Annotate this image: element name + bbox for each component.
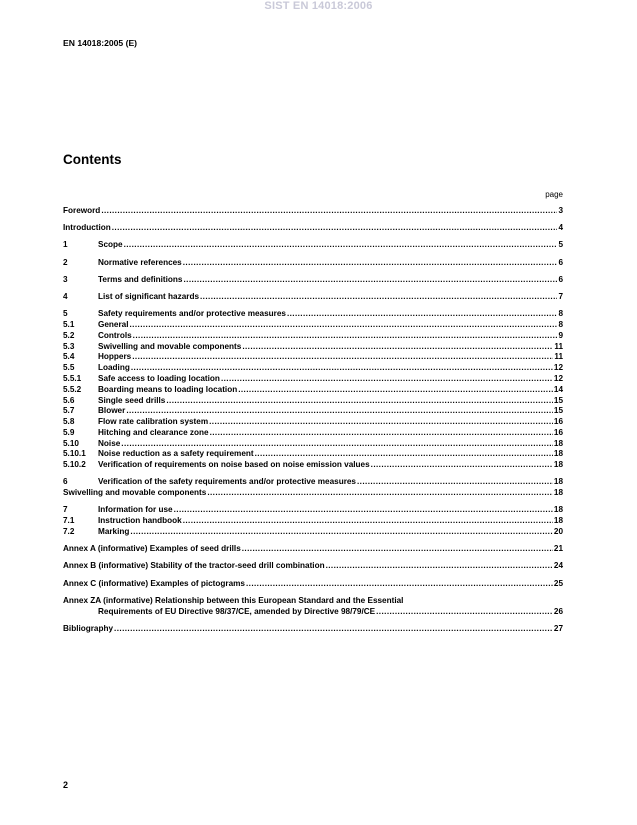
toc-entry-page: 18 [553, 488, 563, 498]
dot-leader [238, 385, 553, 396]
toc-entry-title: Bibliography [63, 623, 114, 633]
dot-leader [207, 488, 553, 499]
toc-entry-page: 20 [553, 527, 563, 537]
toc-entry-title: Blower [98, 406, 126, 416]
toc-entry-page: 18 [553, 505, 563, 515]
toc-entry-page: 18 [553, 438, 563, 448]
toc-entry-number: 5.9 [63, 427, 75, 437]
toc-entry-page: 12 [553, 363, 563, 373]
toc-entry-page: 8 [558, 309, 563, 319]
toc-entry-number: 2 [63, 257, 68, 267]
page-column-label: page [545, 190, 563, 199]
toc-entry-title: Normative references [98, 257, 182, 267]
dot-leader [376, 607, 553, 618]
toc-entry[interactable] [63, 505, 563, 516]
toc-entry-title: Verification of requirements on noise based on noise emission values [98, 460, 370, 470]
toc-entry-page: 18 [553, 460, 563, 470]
toc-entry-title: Safe access to loading location [98, 373, 220, 383]
toc-entry-title: Noise reduction as a safety requirement [98, 449, 254, 459]
toc-entry-page: 16 [553, 417, 563, 427]
toc-entry-title: General [98, 319, 129, 329]
toc-entry-page: 16 [553, 427, 563, 437]
toc-entry-number: 5 [63, 309, 68, 319]
dot-leader [357, 477, 553, 488]
dot-leader [210, 428, 553, 439]
toc-entry-title: Foreword [63, 206, 101, 215]
dot-leader [246, 579, 553, 590]
toc-entry-page: 6 [558, 257, 563, 267]
dot-leader [183, 516, 553, 527]
toc-entry-page: 15 [553, 406, 563, 416]
toc-entry-page: 9 [558, 330, 563, 340]
toc-entry[interactable] [63, 223, 563, 234]
toc-entry-number: 5.10 [63, 438, 79, 448]
toc-entry[interactable] [63, 449, 563, 460]
toc-entry-annex-za[interactable] [63, 596, 563, 618]
toc-entry[interactable] [63, 275, 563, 286]
toc-entry-bibliography[interactable] [63, 624, 563, 635]
dot-leader [166, 396, 553, 407]
dot-leader [242, 544, 553, 555]
dot-leader [326, 561, 553, 572]
dot-leader [114, 624, 553, 635]
toc-entry-number: 7.2 [63, 527, 75, 537]
dot-leader [200, 292, 557, 303]
toc-entry[interactable] [63, 579, 563, 590]
toc-entry[interactable] [63, 292, 563, 303]
toc-entry-number: 5.10.2 [63, 460, 86, 470]
toc-entry-number: 1 [63, 240, 68, 250]
toc-entry[interactable] [63, 428, 563, 439]
toc-entry-title: Safety requirements and/or protective measures [98, 309, 286, 319]
toc-entry-number: 5.5 [63, 363, 75, 373]
watermark: SIST EN 14018:2006 [264, 0, 373, 12]
toc-entry[interactable] [63, 331, 563, 342]
toc-entry[interactable] [63, 561, 563, 572]
dot-leader [130, 320, 558, 331]
toc-entry-page: 12 [553, 373, 563, 383]
toc-entry-title: Annex ZA (informative) Relationship between this European Standard and the Essential [63, 595, 404, 605]
toc-entry[interactable] [63, 396, 563, 407]
toc-entry-number: 5.10.1 [63, 449, 86, 459]
toc-entry[interactable] [63, 516, 563, 527]
dot-leader [183, 275, 557, 286]
toc-entry-number: 5.4 [63, 352, 75, 362]
document-id: EN 14018:2005 (E) [63, 38, 138, 48]
toc-entry-page: 25 [553, 578, 563, 588]
toc-entry-page: 24 [553, 561, 563, 571]
toc-entry-page: 6 [558, 274, 563, 284]
toc-entry-number: 5.1 [63, 319, 75, 329]
toc-entry-title: Swivelling and movable components [98, 341, 242, 351]
toc-entry-title: Instruction handbook [98, 516, 182, 526]
toc-entry-line2 [63, 607, 563, 618]
toc-entry-title: Information for use [98, 505, 173, 515]
toc-entry-page: 4 [558, 223, 563, 233]
dot-leader [287, 309, 558, 320]
toc-entry-number: 7 [63, 505, 68, 515]
toc-entry-page: 18 [553, 449, 563, 459]
toc-entry[interactable] [63, 488, 563, 499]
toc-entry[interactable] [63, 527, 563, 538]
dot-leader [101, 206, 557, 217]
toc-entry-number: 4 [63, 291, 68, 301]
toc-entry-title: Boarding means to loading location [98, 384, 238, 394]
toc-entry-title: Terms and definitions [98, 274, 183, 284]
toc-entry[interactable] [63, 240, 563, 251]
contents-title: Contents [63, 152, 122, 167]
dot-leader [371, 460, 553, 471]
toc-entry-number: 5.2 [63, 330, 75, 340]
toc-entry-page: 11 [554, 341, 563, 351]
toc-entry[interactable] [63, 374, 563, 385]
toc-entry-page: 27 [553, 623, 563, 633]
toc-entry-page: 3 [558, 206, 563, 215]
toc-entry[interactable] [63, 439, 563, 450]
toc-entry-title: Hitching and clearance zone [98, 427, 209, 437]
dot-leader [130, 527, 552, 538]
dot-leader [112, 223, 558, 234]
toc-entry-title: Scope [98, 240, 123, 250]
table-of-contents [63, 206, 563, 635]
toc-entry[interactable] [63, 544, 563, 555]
toc-entry-title: Annex B (informative) Stability of the tractor-seed drill combination [63, 561, 325, 571]
toc-entry-number: 3 [63, 274, 68, 284]
toc-entry-number: 5.7 [63, 406, 75, 416]
toc-entry-title: Hoppers [98, 352, 132, 362]
toc-entry-title: Flow rate calibration system [98, 417, 209, 427]
toc-entry-title: Annex C (informative) Examples of pictograms [63, 578, 245, 588]
toc-entry-page: 21 [553, 544, 563, 554]
toc-entry-page: 18 [553, 477, 563, 487]
toc-entry-title: Annex A (informative) Examples of seed drills [63, 544, 241, 554]
toc-entry[interactable] [63, 258, 563, 269]
toc-entry-title: Single seed drills [98, 395, 166, 405]
dot-leader [126, 406, 553, 417]
toc-entry-page: 11 [554, 352, 563, 362]
toc-entry-number: 6 [63, 477, 68, 487]
toc-entry-title: Loading [98, 363, 130, 373]
dot-leader [121, 439, 553, 450]
dot-leader [124, 240, 558, 251]
dot-leader [174, 505, 553, 516]
toc-entry-number: 7.1 [63, 516, 75, 526]
page-number: 2 [63, 780, 69, 790]
dot-leader [131, 363, 553, 374]
toc-entry[interactable] [63, 342, 563, 353]
dot-leader [242, 342, 553, 353]
toc-entry-number: 5.8 [63, 417, 75, 427]
toc-entry-page: 8 [558, 319, 563, 329]
toc-entry-title: Noise [98, 438, 121, 448]
toc-entry-number: 5.6 [63, 395, 75, 405]
toc-entry-title: Marking [98, 527, 130, 537]
toc-entry[interactable] [63, 206, 563, 217]
toc-entry-title: List of significant hazards [98, 291, 199, 301]
dot-leader [255, 449, 553, 460]
toc-entry-page: 7 [558, 291, 563, 301]
toc-entry[interactable] [63, 352, 563, 363]
toc-entry-page: 18 [553, 516, 563, 526]
toc-entry[interactable] [63, 385, 563, 396]
toc-entry-page: 15 [553, 395, 563, 405]
toc-entry-title: Introduction [63, 223, 111, 233]
toc-entry[interactable] [63, 477, 563, 488]
toc-entry-page: 5 [558, 240, 563, 250]
toc-entry-title-continued: Requirements of EU Directive 98/37/CE, amended by Directive 98/79/CE [98, 606, 376, 616]
toc-entry-page: 26 [553, 606, 563, 616]
toc-entry-page: 14 [553, 384, 563, 394]
toc-entry-title: Swivelling and movable components [63, 488, 207, 498]
toc-entries [63, 206, 563, 589]
toc-entry-number: 5.5.2 [63, 384, 82, 394]
toc-entry[interactable] [63, 363, 563, 374]
toc-entry[interactable] [63, 309, 563, 320]
toc-entry-number: 5.3 [63, 341, 75, 351]
dot-leader [209, 417, 553, 428]
dot-leader [221, 374, 553, 385]
toc-entry[interactable] [63, 320, 563, 331]
toc-entry-title: Verification of the safety requirements and/or protective measures [98, 477, 356, 487]
toc-entry-title: Controls [98, 330, 132, 340]
dot-leader [133, 331, 558, 342]
dot-leader [183, 258, 558, 269]
toc-entry[interactable] [63, 460, 563, 471]
dot-leader [132, 352, 553, 363]
toc-entry-number: 5.5.1 [63, 373, 82, 383]
toc-entry[interactable] [63, 417, 563, 428]
toc-entry[interactable] [63, 406, 563, 417]
